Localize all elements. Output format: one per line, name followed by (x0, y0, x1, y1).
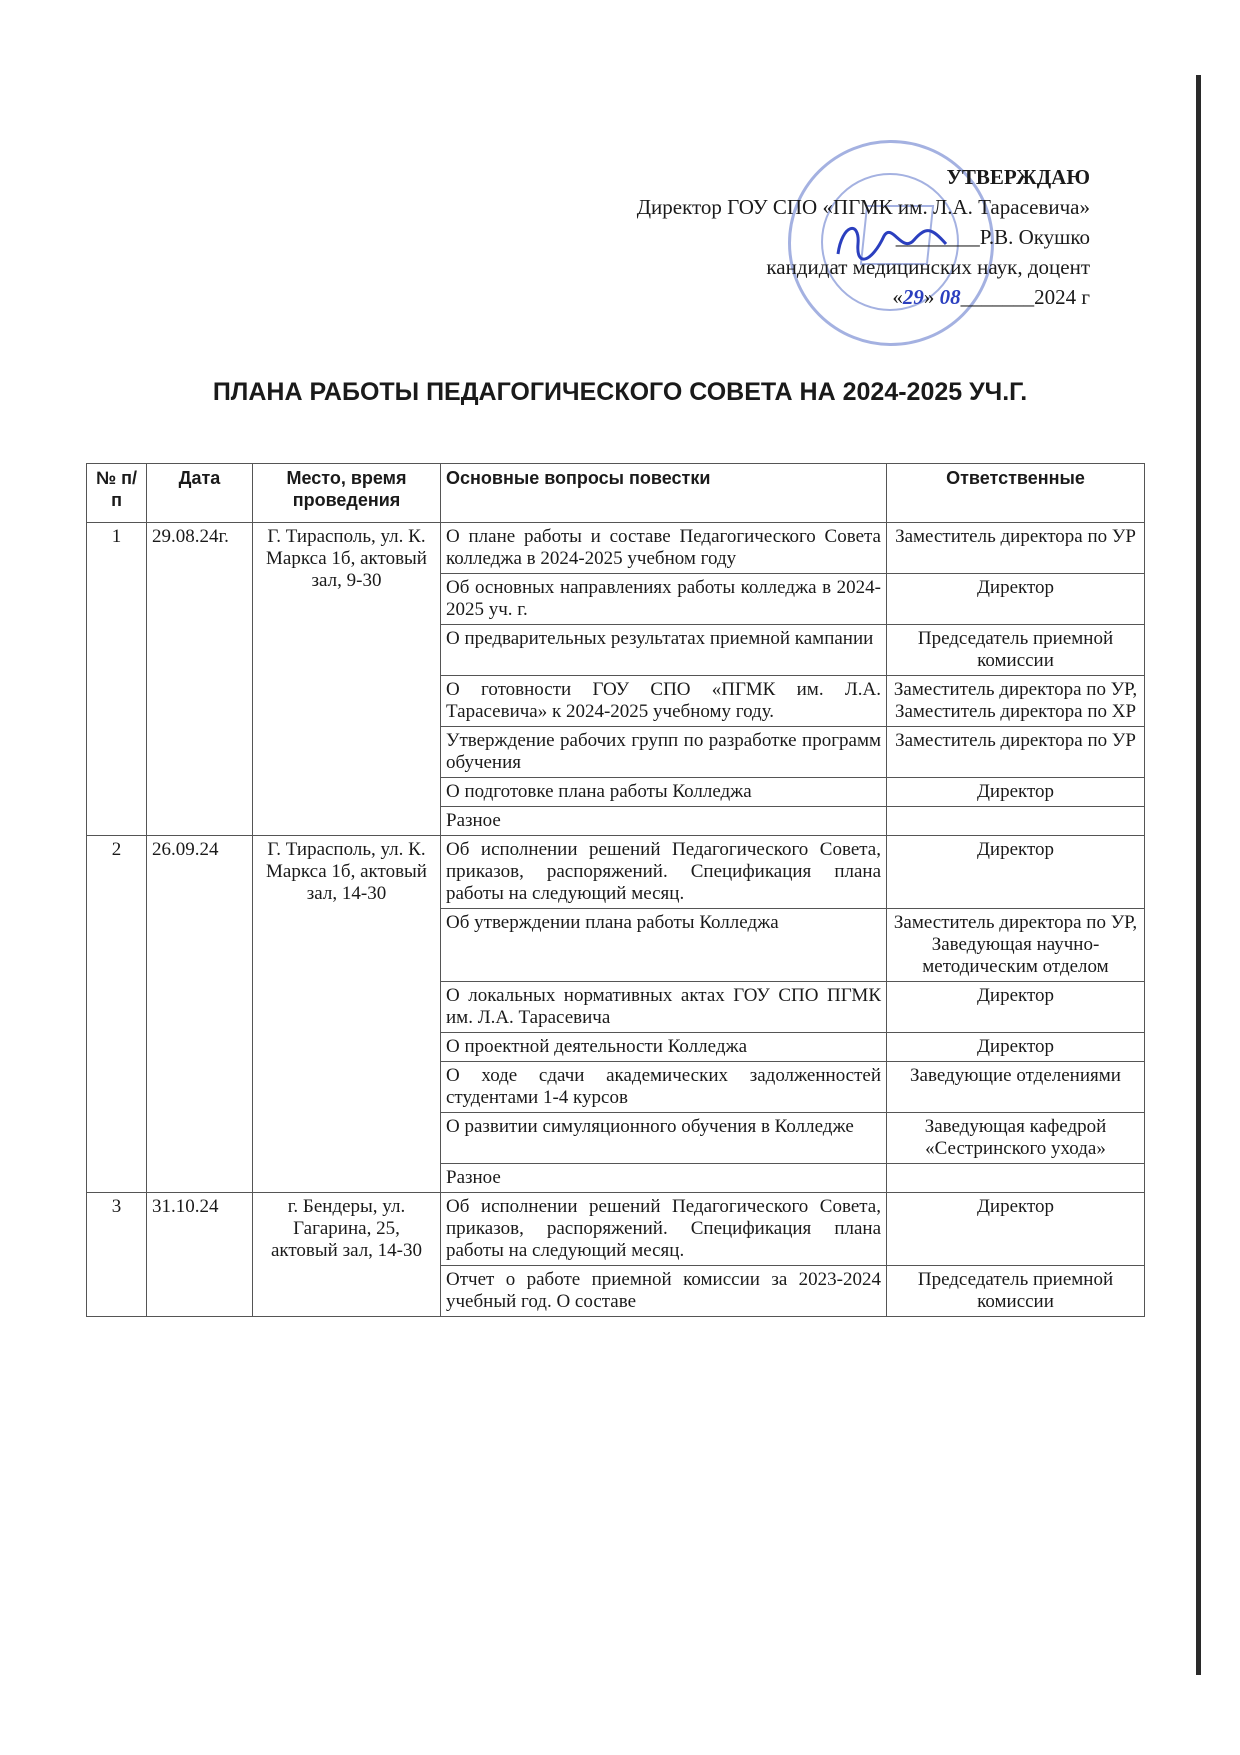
approval-month: 08 (939, 285, 961, 309)
approval-name: ________Р.В. Окушко (895, 225, 1090, 249)
responsible-person: Заведующие отделениями (887, 1062, 1145, 1113)
date-quote-open: « (892, 285, 903, 309)
header-num: № п/п (87, 464, 147, 523)
agenda-issue: О готовности ГОУ СПО «ПГМК им. Л.А. Тарасевича» к 2024-2025 учебному году. (441, 676, 887, 727)
meeting-date: 31.10.24 (147, 1193, 253, 1317)
responsible-person: Директор (887, 1033, 1145, 1062)
responsible-person: Председатель приемной комиссии (887, 625, 1145, 676)
approval-block (530, 162, 1090, 312)
responsible-person: Заместитель директора по УР, Заместитель директора по ХР (887, 676, 1145, 727)
responsible-person: Директор (887, 574, 1145, 625)
responsible-person: Директор (887, 836, 1145, 909)
approval-date (530, 282, 1090, 312)
agenda-issue: О предварительных результатах приемной кампании (441, 625, 887, 676)
agenda-issue: О подготовке плана работы Колледжа (441, 778, 887, 807)
meeting-place: Г. Тирасполь, ул. К. Маркса 1б, актовый зал, 9-30 (253, 523, 441, 836)
responsible-person (887, 1164, 1145, 1193)
responsible-person: Председатель приемной комиссии (887, 1266, 1145, 1317)
plan-table-body (87, 523, 1145, 1317)
agenda-issue: Утверждение рабочих групп по разработке программ обучения (441, 727, 887, 778)
agenda-issue: Об основных направлениях работы колледжа в 2024-2025 уч. г. (441, 574, 887, 625)
agenda-issue: О проектной деятельности Колледжа (441, 1033, 887, 1062)
meeting-place: г. Бендеры, ул. Гагарина, 25, актовый зал, 14-30 (253, 1193, 441, 1317)
table-header-row (87, 464, 1145, 523)
responsible-person: Заведующая кафедрой «Сестринского ухода» (887, 1113, 1145, 1164)
meeting-number: 2 (87, 836, 147, 1193)
document-title: ПЛАНА РАБОТЫ ПЕДАГОГИЧЕСКОГО СОВЕТА НА 2024-2025 УЧ.Г. (212, 378, 1028, 406)
table-row (87, 1193, 1145, 1266)
agenda-issue: О локальных нормативных актах ГОУ СПО ПГМК им. Л.А. Тарасевича (441, 982, 887, 1033)
meeting-date: 29.08.24г. (147, 523, 253, 836)
table-row (87, 836, 1145, 909)
approval-heading: УТВЕРЖДАЮ (946, 165, 1090, 189)
responsible-person: Директор (887, 1193, 1145, 1266)
responsible-person: Заместитель директора по УР, Заведующая научно-методическим отделом (887, 909, 1145, 982)
meeting-date: 26.09.24 (147, 836, 253, 1193)
agenda-issue: Об исполнении решений Педагогического Совета, приказов, распоряжений. Спецификация плана работы на следующий месяц. (441, 836, 887, 909)
approval-position: Директор ГОУ СПО «ПГМК им. Л.А. Тарасевича» (636, 195, 1090, 219)
responsible-person: Директор (887, 982, 1145, 1033)
agenda-issue: О развитии симуляционного обучения в Колледже (441, 1113, 887, 1164)
header-issues: Основные вопросы повестки (441, 464, 887, 523)
responsible-person: Директор (887, 778, 1145, 807)
responsible-person (887, 807, 1145, 836)
meeting-number: 3 (87, 1193, 147, 1317)
responsible-person: Заместитель директора по УР (887, 523, 1145, 574)
header-date: Дата (147, 464, 253, 523)
responsible-person: Заместитель директора по УР (887, 727, 1145, 778)
header-place: Место, время проведения (253, 464, 441, 523)
approval-year: _______2024 г (960, 285, 1090, 309)
agenda-issue: Разное (441, 807, 887, 836)
agenda-issue: Разное (441, 1164, 887, 1193)
table-row (87, 523, 1145, 574)
approval-degree: кандидат медицинских наук, доцент (766, 255, 1090, 279)
agenda-issue: О плане работы и составе Педагогического Совета колледжа в 2024-2025 учебном году (441, 523, 887, 574)
date-quote-close: » (923, 285, 935, 309)
agenda-issue: Отчет о работе приемной комиссии за 2023-2024 учебный год. О составе (441, 1266, 887, 1317)
meeting-number: 1 (87, 523, 147, 836)
meeting-place: Г. Тирасполь, ул. К. Маркса 1б, актовый зал, 14-30 (253, 836, 441, 1193)
agenda-issue: О ходе сдачи академических задолженностей студентами 1-4 курсов (441, 1062, 887, 1113)
agenda-issue: Об исполнении решений Педагогического Совета, приказов, распоряжений. Спецификация плана работы на следующий месяц. (441, 1193, 887, 1266)
page-edge-shadow (1196, 75, 1201, 1675)
plan-table (86, 463, 1145, 1317)
header-responsible: Ответственные (887, 464, 1145, 523)
approval-day: 29 (902, 285, 924, 309)
agenda-issue: Об утверждении плана работы Колледжа (441, 909, 887, 982)
